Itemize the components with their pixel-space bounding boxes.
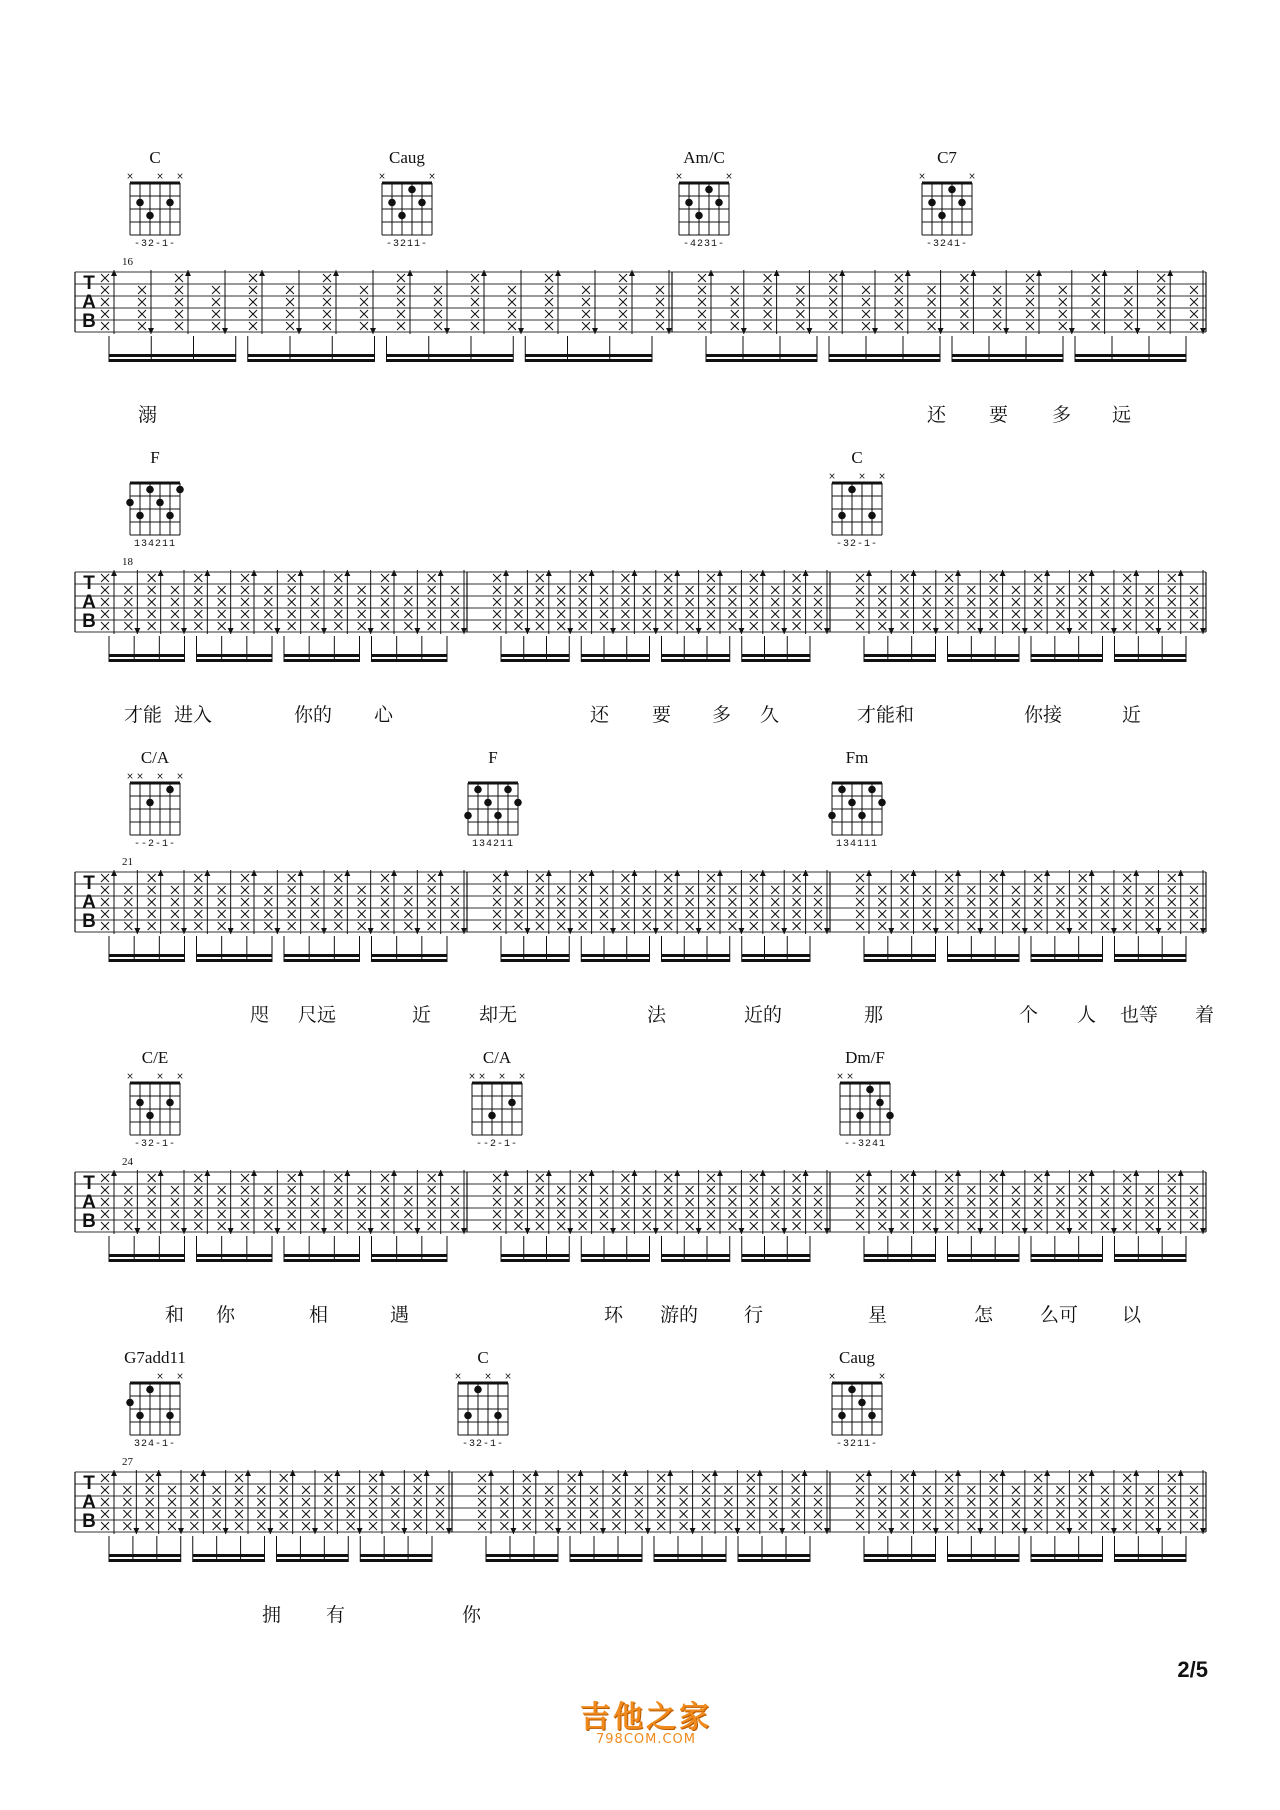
- site-logo: [571, 1692, 721, 1747]
- chord-name: C: [851, 448, 863, 467]
- svg-text:×: ×: [176, 172, 184, 182]
- svg-text:×: ×: [858, 472, 866, 482]
- chord-name: Caug: [839, 1348, 875, 1367]
- lyric-text: 咫: [250, 1004, 270, 1026]
- chord-fingering: --3241: [843, 1139, 886, 1150]
- chord-fingering: 324-1-: [133, 1439, 176, 1450]
- chord-diagram: [126, 1372, 184, 1435]
- svg-text:×: ×: [454, 1372, 462, 1382]
- svg-text:T: T: [83, 273, 95, 294]
- chord-diagram: [675, 172, 733, 235]
- lyric-text: 怎: [974, 1304, 994, 1326]
- svg-text:×: ×: [156, 1372, 164, 1382]
- measure-number: 18: [122, 556, 133, 568]
- svg-text:×: ×: [176, 1072, 184, 1082]
- chord-name: C/E: [141, 1048, 169, 1067]
- lyric-text: 久: [760, 704, 780, 726]
- chord-diagram: [126, 483, 184, 535]
- svg-text:B: B: [82, 611, 96, 632]
- svg-text:×: ×: [156, 1072, 164, 1082]
- chord-name: F: [488, 748, 498, 767]
- lyric-text: 以: [1122, 1304, 1142, 1326]
- svg-text:B: B: [82, 1511, 96, 1532]
- lyric-text: 你接: [1024, 704, 1063, 726]
- chord-diagram: [828, 783, 886, 835]
- page-number: 2/5: [1177, 1657, 1208, 1682]
- svg-text:A: A: [82, 1192, 96, 1213]
- logo-name: 吉他之家: [580, 1700, 712, 1735]
- svg-text:×: ×: [176, 1372, 184, 1382]
- lyric-text: 相: [309, 1304, 329, 1326]
- svg-text:×: ×: [878, 1372, 886, 1382]
- lyric-text: 那: [864, 1004, 884, 1026]
- svg-text:A: A: [82, 892, 96, 913]
- chord-diagram: [468, 1072, 526, 1135]
- chord-fingering: --2-1-: [133, 839, 176, 850]
- tab-staff: [75, 272, 1206, 332]
- chord-fingering: --2-1-: [475, 1139, 518, 1150]
- chord-diagram: [836, 1072, 894, 1135]
- tab-staff: [75, 1472, 1206, 1532]
- chord-name: G7add11: [124, 1348, 186, 1367]
- lyric-text: 行: [744, 1304, 764, 1326]
- svg-text:×: ×: [478, 1072, 486, 1082]
- lyric-text: 多: [712, 704, 732, 726]
- lyric-text: 和: [165, 1304, 185, 1326]
- svg-text:×: ×: [126, 172, 134, 182]
- chord-fingering: -32-1-: [461, 1439, 504, 1450]
- svg-text:×: ×: [484, 1372, 492, 1382]
- measure-number: 16: [122, 256, 133, 268]
- chord-diagram: [828, 472, 886, 535]
- lyric-text: 个: [1019, 1004, 1039, 1026]
- svg-text:×: ×: [675, 172, 683, 182]
- lyric-text: 近的: [744, 1004, 783, 1026]
- svg-text:×: ×: [428, 172, 436, 182]
- lyric-text: 要: [652, 704, 672, 726]
- svg-text:T: T: [83, 1473, 95, 1494]
- svg-text:B: B: [82, 311, 96, 332]
- svg-text:×: ×: [918, 172, 926, 182]
- lyric-text: 游的: [660, 1304, 699, 1326]
- svg-text:×: ×: [878, 472, 886, 482]
- svg-text:×: ×: [828, 1372, 836, 1382]
- lyric-text: 才能: [124, 704, 163, 726]
- lyric-text: 还: [927, 404, 947, 426]
- lyric-text: 心: [374, 704, 394, 726]
- chord-name: Am/C: [683, 148, 725, 167]
- chord-fingering: -3211-: [835, 1439, 878, 1450]
- lyric-text: 近: [1122, 704, 1142, 726]
- measure-number: 24: [122, 1156, 133, 1168]
- chord-fingering: -32-1-: [133, 1139, 176, 1150]
- svg-text:×: ×: [468, 1072, 476, 1082]
- chord-fingering: -3241-: [925, 239, 968, 250]
- svg-text:×: ×: [136, 772, 144, 782]
- chord-name: C/A: [482, 1048, 512, 1067]
- svg-text:A: A: [82, 592, 96, 613]
- chord-diagram: [454, 1372, 512, 1435]
- svg-text:T: T: [83, 873, 95, 894]
- lyric-text: 溺: [138, 404, 158, 426]
- lyric-text: 环: [604, 1304, 624, 1326]
- chord-diagram: [126, 172, 184, 235]
- chord-fingering: -3211-: [385, 239, 428, 250]
- chord-name: C: [149, 148, 161, 167]
- chord-name: Caug: [389, 148, 425, 167]
- lyric-text: 你的: [294, 704, 333, 726]
- chord-diagram: [378, 172, 436, 235]
- lyric-text: 你: [216, 1304, 236, 1326]
- svg-text:×: ×: [518, 1072, 526, 1082]
- lyric-text: 才能和: [857, 704, 915, 726]
- lyric-text: 多: [1052, 404, 1072, 426]
- svg-text:×: ×: [156, 172, 164, 182]
- lyric-text: 远: [1112, 404, 1132, 426]
- lyric-text: 法: [647, 1004, 667, 1026]
- lyric-text: 你: [462, 1604, 482, 1626]
- chord-name: C7: [937, 148, 957, 167]
- chord-fingering: 134211: [471, 839, 514, 850]
- lyric-text: 星: [868, 1304, 888, 1326]
- svg-text:×: ×: [504, 1372, 512, 1382]
- svg-text:T: T: [83, 573, 95, 594]
- lyric-text: 要: [989, 404, 1009, 426]
- measure-number: 27: [122, 1456, 133, 1468]
- svg-text:×: ×: [176, 772, 184, 782]
- chord-diagram: [464, 783, 522, 835]
- chord-fingering: -32-1-: [835, 539, 878, 550]
- lyric-text: 遇: [390, 1304, 410, 1326]
- logo-url: 798COM.COM: [596, 1732, 696, 1747]
- svg-text:×: ×: [156, 772, 164, 782]
- chord-name: C: [477, 1348, 489, 1367]
- lyric-text: 么可: [1040, 1304, 1079, 1326]
- chord-fingering: 134111: [835, 839, 878, 850]
- svg-text:T: T: [83, 1173, 95, 1194]
- lyric-text: 人: [1077, 1004, 1097, 1026]
- measure-number: 21: [122, 856, 133, 868]
- lyric-text: 还: [590, 704, 610, 726]
- chord-diagram: [126, 772, 184, 835]
- chord-diagram: [828, 1372, 886, 1435]
- lyric-text: 进入: [174, 704, 213, 726]
- chord-fingering: -4231-: [682, 239, 725, 250]
- svg-text:B: B: [82, 1211, 96, 1232]
- lyric-text: 拥: [262, 1604, 282, 1626]
- chord-name: Dm/F: [845, 1048, 885, 1067]
- svg-text:B: B: [82, 911, 96, 932]
- lyric-text: 着: [1195, 1004, 1215, 1026]
- svg-text:×: ×: [126, 772, 134, 782]
- chord-fingering: -32-1-: [133, 239, 176, 250]
- svg-text:×: ×: [498, 1072, 506, 1082]
- chord-name: F: [150, 448, 160, 467]
- svg-text:A: A: [82, 1492, 96, 1513]
- svg-text:×: ×: [378, 172, 386, 182]
- lyric-text: 尺远: [298, 1004, 337, 1026]
- chord-name: C/A: [140, 748, 170, 767]
- lyric-text: 有: [326, 1604, 346, 1626]
- chord-name: Fm: [845, 748, 869, 767]
- chord-fingering: 134211: [133, 539, 176, 550]
- svg-text:×: ×: [836, 1072, 844, 1082]
- svg-text:×: ×: [126, 1072, 134, 1082]
- chord-diagram: [918, 172, 976, 235]
- lyric-text: 却无: [479, 1004, 518, 1026]
- svg-text:×: ×: [968, 172, 976, 182]
- svg-text:×: ×: [725, 172, 733, 182]
- lyric-text: 近: [412, 1004, 432, 1026]
- svg-text:A: A: [82, 292, 96, 313]
- chord-diagram: [126, 1072, 184, 1135]
- svg-text:×: ×: [828, 472, 836, 482]
- svg-text:×: ×: [846, 1072, 854, 1082]
- lyric-text: 也等: [1120, 1004, 1159, 1026]
